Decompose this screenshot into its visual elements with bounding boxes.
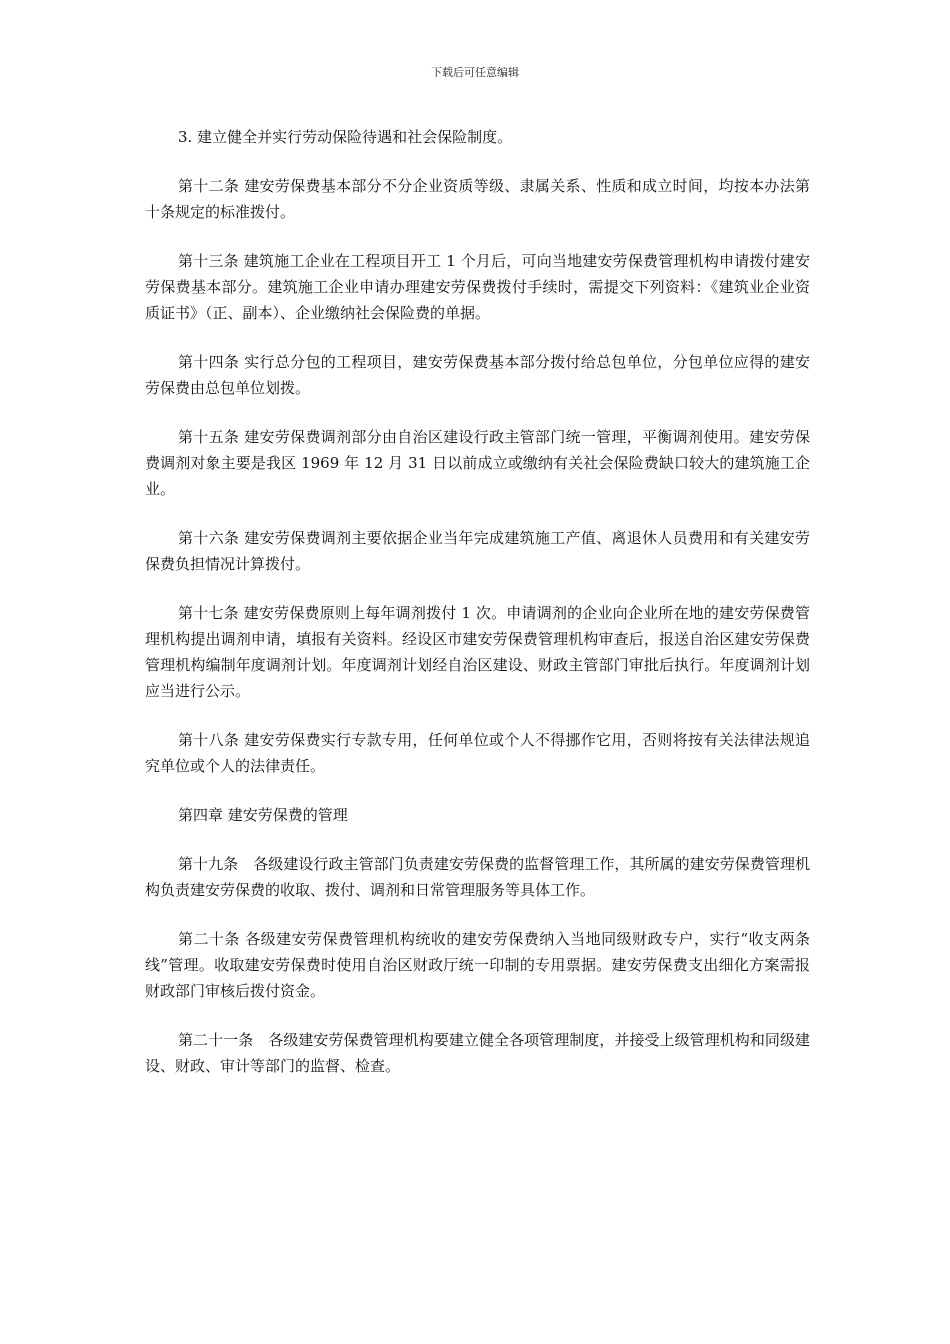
document-body [145,124,810,1102]
paragraph-article-20: 第二十条 各级建安劳保费管理机构统收的建安劳保费纳入当地同级财政专户，实行“收支两条线”管理。收取建安劳保费时使用自治区财政厅统一印制的专用票据。建安劳保费支出细化方案需报财政部门审核后拨付资金。 [145,930,810,1000]
paragraph-article-12: 第十二条 建安劳保费基本部分不分企业资质等级、隶属关系、性质和成立时间，均按本办法第十条规定的标准拨付。 [145,177,810,221]
paragraph-article-13: 第十三条 建筑施工企业在工程项目开工 1 个月后，可向当地建安劳保费管理机构申请拨付建安劳保费基本部分。建筑施工企业申请办理建安劳保费拨付手续时，需提交下列资料：《建筑业企业资质证书》（正、副本）、企业缴纳社会保险费的单据。 [145,252,810,322]
paragraph-article-19: 第十九条 各级建设行政主管部门负责建安劳保费的监督管理工作，其所属的建安劳保费管理机构负责建安劳保费的收取、拨付、调剂和日常管理服务等具体工作。 [145,855,810,899]
paragraph-article-21: 第二十一条 各级建安劳保费管理机构要建立健全各项管理制度，并接受上级管理机构和同级建设、财政、审计等部门的监督、检查。 [145,1031,810,1075]
page-header: 下载后可任意编辑 [431,66,519,79]
paragraph-article-18: 第十八条 建安劳保费实行专款专用，任何单位或个人不得挪作它用，否则将按有关法律法规追究单位或个人的法律责任。 [145,731,810,775]
chapter-heading: 第四章 建安劳保费的管理 [178,806,348,824]
paragraph-article-15: 第十五条 建安劳保费调剂部分由自治区建设行政主管部门统一管理，平衡调剂使用。建安劳保费调剂对象主要是我区 1969 年 12 月 31 日以前成立或缴纳有关社会保险费缺口较大的建筑施工企业。 [145,428,810,498]
paragraph-item-3: 3. 建立健全并实行劳动保险待遇和社会保险制度。 [178,128,513,146]
paragraph-article-14: 第十四条 实行总分包的工程项目，建安劳保费基本部分拨付给总包单位，分包单位应得的建安劳保费由总包单位划拨。 [145,353,810,397]
paragraph-article-17: 第十七条 建安劳保费原则上每年调剂拨付 1 次。申请调剂的企业向企业所在地的建安劳保费管理机构提出调剂申请，填报有关资料。经设区市建安劳保费管理机构审查后，报送自治区建安劳保费管理机构编制年度调剂计划。年度调剂计划经自治区建设、财政主管部门审批后执行。年度调剂计划应当进行公示。 [145,604,810,700]
paragraph-article-16: 第十六条 建安劳保费调剂主要依据企业当年完成建筑施工产值、离退休人员费用和有关建安劳保费负担情况计算拨付。 [145,529,810,573]
